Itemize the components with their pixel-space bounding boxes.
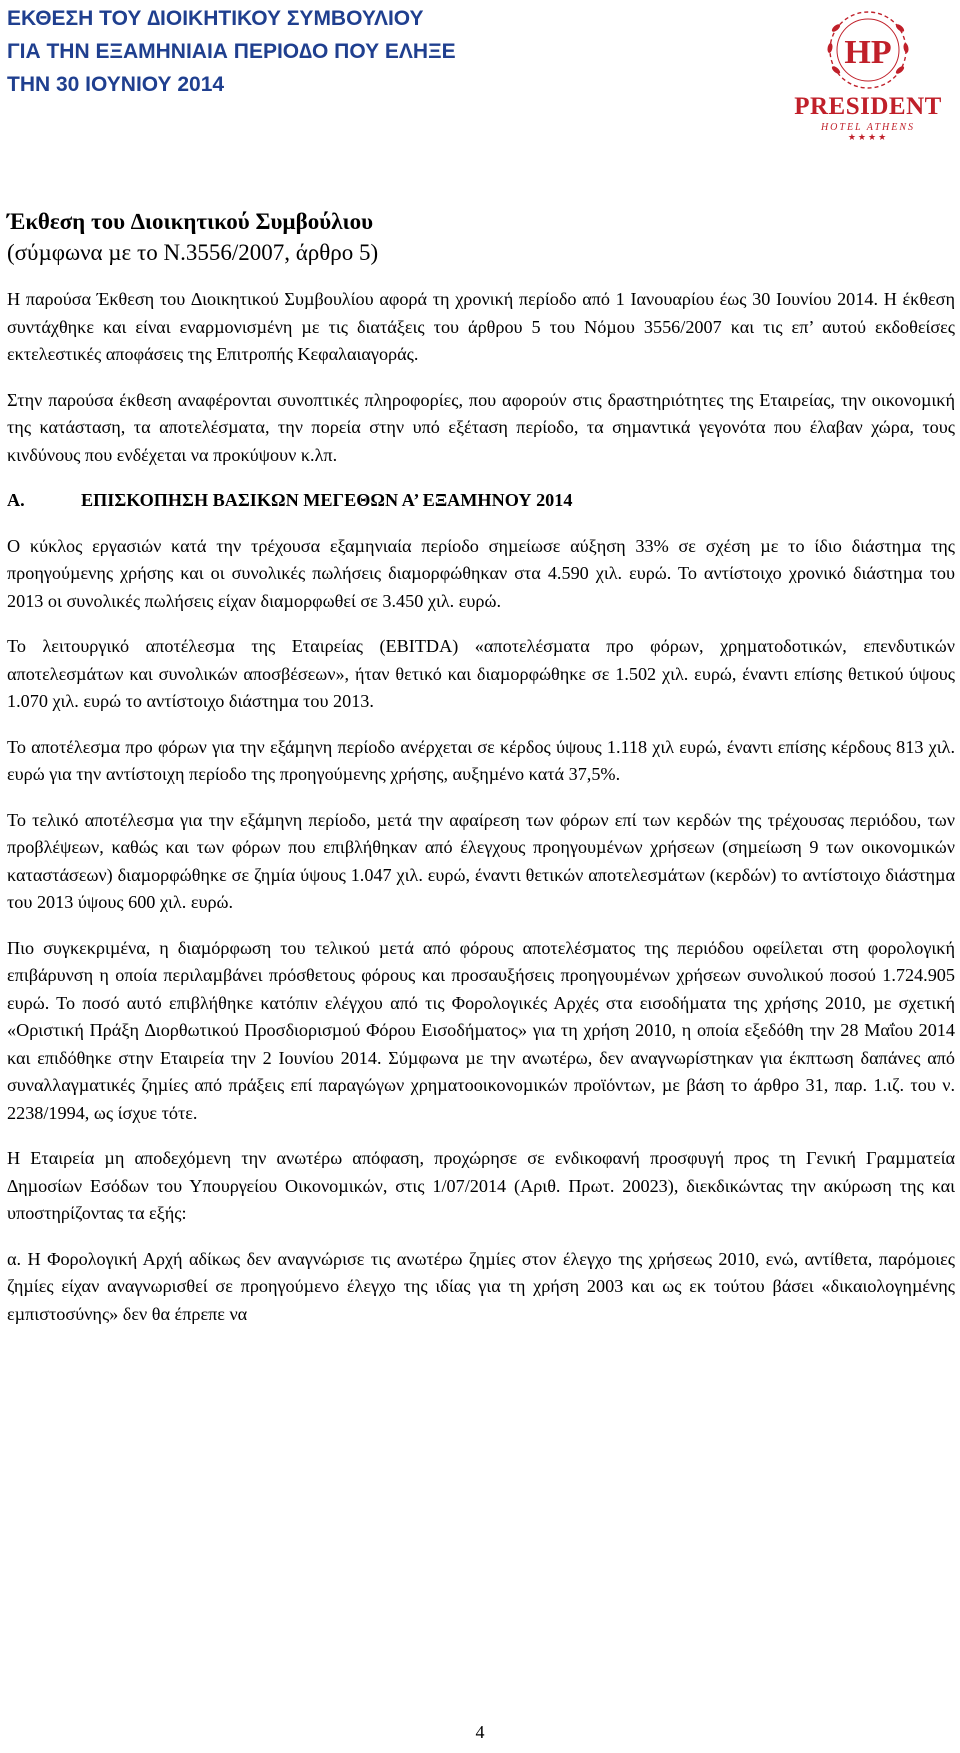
body-paragraph: Ο κύκλος εργασιών κατά την τρέχουσα εξαµηνιαία περίοδο σηµείωσε αύξηση 33% σε σχέση µε το ίδιο διάστηµα της προηγούµενης χρήσης και οι συνολικές πωλήσεις διαµορφώθηκαν στα 4.590 χιλ. ευρώ. Το αντίστοιχο χρονικό διάστηµα του 2013 οι συνολικές πωλήσεις είχαν διαµορφωθεί σε 3.450 χιλ. ευρώ. bbox=[7, 535, 955, 611]
report-header-title bbox=[7, 2, 647, 101]
body-paragraph: Το λειτουργικό αποτέλεσµα της Εταιρείας (EBITDA) «αποτελέσµατα προ φόρων, χρηµατοδοτικών, επενδυτικών αποτελεσµάτων και συνολικών αποσβέσεων», ήταν θετικό και διαµορφώθηκε σε 1.502 χιλ. ευρώ, έναντι επίσης θετικού ύψους 1.070 χιλ. ευρώ το αντίστοιχο διάστηµα του 2013. bbox=[7, 636, 955, 711]
section-heading bbox=[7, 487, 955, 515]
logo-stars: ★★★★ bbox=[847, 132, 889, 142]
section-title: ΕΠΙΣΚΟΠΗΣΗ ΒΑΣΙΚΩΝ ΜΕΓΕΘΩΝ Α’ ΕΞΑΜΗΝΟΥ 2014 bbox=[81, 490, 573, 510]
document-title-block bbox=[7, 206, 955, 268]
body-paragraph: α. Η Φορολογική Αρχή αδίκως δεν αναγνώρισε τις ανωτέρω ζηµίες στον έλεγχο της χρήσεως 2010, ενώ, αντίθετα, παρόµοιες ζηµίες είχαν αναγνωρισθεί σε προηγούµενο έλεγχο της ιδίας για τη χρήση 2003 και ως εκ τούτου βάσει «δικαιολογηµένης εµπιστοσύνης» δεν θα έπρεπε να bbox=[7, 1248, 955, 1324]
document-subtitle: (σύµφωνα µε το Ν.3556/2007, άρθρο 5) bbox=[7, 240, 379, 265]
report-body bbox=[7, 206, 955, 1328]
header-title-line: ΕΚΘΕΣΗ ΤΟΥ ∆ΙΟΙΚΗΤΙΚΟΥ ΣΥΜΒΟΥΛΙΟΥ bbox=[7, 7, 424, 30]
header-title-line: ΓΙΑ ΤΗΝ ΕΞΑΜΗΝΙΑΙΑ ΠΕΡΙΟ∆Ο ΠΟΥ ΕΛΗΞΕ bbox=[7, 40, 456, 63]
hp-monogram-icon bbox=[780, 8, 956, 94]
body-paragraph: Πιο συγκεκριµένα, η διαµόρφωση του τελικού µετά από φόρους αποτελέσµατος της περιόδου οφείλεται στη φορολογική επιβάρυνση η οποία περιλαµβάνει πρόσθετους φόρους και προσαυξήσεις προηγουµένων χρήσεων συνολικού ποσού 1.724.905 ευρώ. Το ποσό αυτό επιβλήθηκε κατόπιν ελέγχου από τις Φορολογικές Αρχές στα εισοδήµατα της χρήσης 2010, µε σχετική «Οριστική Πράξη ∆ιορθωτικού Προσδιορισµού Φόρου Εισοδήµατος» για τη χρήση 2010, η οποία εξεδόθη την 28 Μαΐου 2014 και επιδόθηκε στην Εταιρεία την 2 Ιουνίου 2014. Σύµφωνα µε την ανωτέρω, δεν αναγνωρίστηκαν για έκπτωση δαπάνες από συναλλαγµατικές ζηµίες από πράξεις επί παραγώγων χρηµατοοικονοµικών προϊόντων, µε βάση το άρθρο 31, παρ. 1.ιζ. του ν. 2238/1994, ως ίσχυε τότε. bbox=[7, 937, 955, 1123]
logo-name: PRESIDENT bbox=[794, 93, 942, 120]
logo-subtitle: HOTEL ATHENS bbox=[820, 122, 916, 133]
logo-monogram: HP bbox=[844, 34, 892, 71]
body-paragraph: Το τελικό αποτέλεσµα για την εξάµηνη περίοδο, µετά την αφαίρεση των φόρων επί των κερδών της τρέχουσας περιόδου, των προβλέψεων, καθώς και των φόρων που επιβλήθηκαν από έλεγχους προηγουµένων χρήσεων (σηµείωση 9 των οικονοµικών καταστάσεων) διαµορφώθηκε σε ζηµία ύψους 1.047 χιλ. ευρώ, έναντι θετικών αποτελεσµάτων (κερδών) το αντίστοιχο διάστηµα του 2013 ύψους 600 χιλ. ευρώ. bbox=[7, 809, 955, 912]
body-paragraph: Το αποτέλεσµα προ φόρων για την εξάµηνη περίοδο ανέρχεται σε κέρδος ύψους 1.118 χιλ ευρώ, έναντι επίσης κέρδους 813 χιλ. ευρώ για την αντίστοιχη περίοδο της προηγούµενης χρήσης, αυξηµένο κατά 37,5%. bbox=[7, 736, 955, 784]
section-number: Α. bbox=[7, 490, 25, 510]
document-title: Έκθεση του ∆ιοικητικού Συµβούλιου bbox=[7, 209, 374, 234]
page-number: 4 bbox=[475, 1722, 485, 1742]
intro-paragraph: Στην παρούσα έκθεση αναφέρονται συνοπτικές πληροφορίες, που αφορούν στις δραστηριότητες της Εταιρείας, την οικονοµική της κατάσταση, τα αποτελέσµατα, την πορεία στην υπό εξέταση περίοδο, τα σηµαντικά γεγονότα που έλαβαν χώρα, τους κινδύνους που ενδέχεται να προκύψουν κ.λπ. bbox=[7, 389, 955, 465]
intro-paragraph: Η παρούσα Έκθεση του ∆ιοικητικού Συµβουλίου αφορά τη χρονική περίοδο από 1 Ιανουαρίου έως 30 Ιουνίου 2014. Η έκθεση συντάχθηκε και είναι εναρµονισµένη µε τις διατάξεις του άρθρου 5 του Νόµου 3556/2007 και τις επ’ αυτού εκδοθείσες εκτελεστικές αποφάσεις της Επιτροπής Κεφαλαιαγοράς. bbox=[7, 289, 955, 364]
president-hotel-logo bbox=[780, 8, 956, 142]
header-title-line: ΤΗΝ 30 ΙΟΥΝΙΟΥ 2014 bbox=[7, 73, 225, 96]
body-paragraph: Η Εταιρεία µη αποδεχόµενη την ανωτέρω απόφαση, προχώρησε σε ενδικοφανή προσφυγή προς τη Γενική Γραµµατεία ∆ηµοσίων Εσόδων του Υπουργείου Οικονοµικών, στις 1/07/2014 (Αριθ. Πρωτ. 20023), διεκδικώντας την ακύρωση της και υποστηρίζοντας τα εξής: bbox=[7, 1148, 955, 1223]
